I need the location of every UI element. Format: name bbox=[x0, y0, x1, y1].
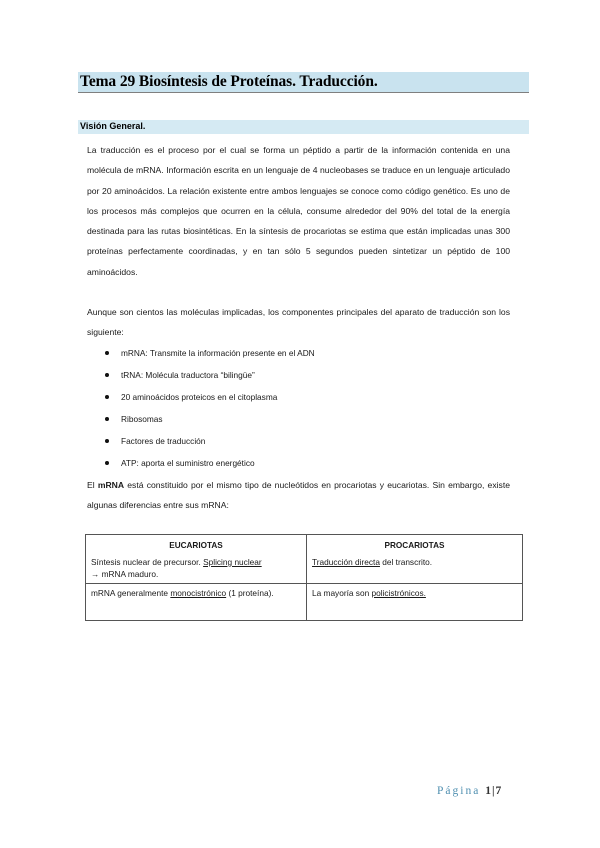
list-item-text: tRNA: Molécula traductora “bilingüe” bbox=[121, 370, 255, 380]
paragraph-components: Aunque son cientos las moléculas implicadas, los componentes principales del aparato de traducción son los siguiente: bbox=[87, 307, 510, 338]
list-item bbox=[105, 409, 315, 431]
footer-label: Página bbox=[437, 785, 481, 797]
bullet-icon bbox=[105, 417, 109, 421]
footer-total-pages: 7 bbox=[495, 785, 502, 797]
cell-eucariotas-1 bbox=[86, 553, 307, 584]
cell-text: La mayoría son bbox=[312, 588, 372, 598]
table-row bbox=[86, 584, 523, 621]
list-item-text: mRNA: Transmite la información presente en el ADN bbox=[121, 348, 315, 358]
list-item bbox=[105, 431, 315, 453]
bullet-icon bbox=[105, 351, 109, 355]
list-item-text: Factores de traducción bbox=[121, 436, 206, 446]
cell-underlined-text: monocistrónico bbox=[170, 588, 227, 598]
title-rule bbox=[78, 92, 529, 93]
paragraph-mrna-bold: mRNA bbox=[97, 480, 125, 490]
cell-procariotas-2 bbox=[307, 584, 523, 621]
bullet-icon bbox=[105, 461, 109, 465]
cell-eucariotas-2 bbox=[86, 584, 307, 621]
list-item-text: ATP: aporta el suministro energético bbox=[121, 458, 255, 468]
bullet-icon bbox=[105, 395, 109, 399]
page-footer bbox=[437, 785, 501, 797]
cell-procariotas-1 bbox=[307, 553, 523, 584]
cell-text: → mRNA maduro. bbox=[91, 569, 159, 579]
cell-underlined-text: policistrónicos. bbox=[371, 588, 426, 598]
cell-underlined-text: Splicing nuclear bbox=[203, 557, 262, 567]
list-item bbox=[105, 387, 315, 409]
footer-page-number: 1 bbox=[485, 785, 491, 797]
bullet-icon bbox=[105, 373, 109, 377]
paragraph-mrna-start: El bbox=[87, 480, 98, 490]
paragraph-intro: La traducción es el proceso por el cual se forma un péptido a partir de la información contenida en una molécula de mRNA. Información escrita en un lenguaje de 4 nucleobases se traduce en un lenguaje articulado por 20 aminoácidos. La relación existente entre ambos lenguajes se conoce como código genético. Es uno de los procesos más complejos que ocurren en la célula, consume alrededor del 90% del total de la energía destinada para las rutas biosintéticas. En la síntesis de procariotas se estima que están implicadas unas 300 proteínas perfectamente coordinadas, y en tan sólo 5 segundos pueden sintetizar un péptido de 100 aminoácidos. bbox=[87, 145, 510, 277]
cell-underlined-text: Traducción directa bbox=[312, 557, 380, 567]
section-band bbox=[78, 120, 529, 134]
list-item bbox=[105, 365, 315, 387]
paragraph-mrna-rest: está constituido por el mismo tipo de nucleótidos en procariotas y eucariotas. Sin embargo, existe algunas diferencias entre sus mRNA: bbox=[87, 480, 510, 511]
page-title: Tema 29 Biosíntesis de Proteínas. Traducción. bbox=[80, 73, 378, 90]
cell-text: mRNA generalmente bbox=[91, 588, 171, 598]
list-item-text: Ribosomas bbox=[121, 414, 163, 424]
footer-separator: | bbox=[491, 785, 495, 797]
table-row bbox=[86, 553, 523, 584]
cell-text: (1 proteína). bbox=[226, 588, 274, 598]
paragraph-mrna bbox=[87, 475, 510, 516]
bullet-icon bbox=[105, 439, 109, 443]
header-eucariotas: EUCARIOTAS bbox=[86, 535, 307, 554]
table-header-row bbox=[86, 535, 523, 554]
cell-text: del transcrito. bbox=[379, 557, 433, 567]
header-procariotas: PROCARIOTAS bbox=[307, 535, 523, 554]
section-heading: Visión General. bbox=[80, 121, 146, 131]
list-item bbox=[105, 343, 315, 365]
components-list bbox=[105, 343, 315, 475]
cell-text: Síntesis nuclear de precursor. bbox=[91, 557, 204, 567]
list-item bbox=[105, 453, 315, 475]
list-item-text: 20 aminoácidos proteicos en el citoplasma bbox=[121, 392, 278, 402]
comparison-table bbox=[85, 534, 523, 621]
